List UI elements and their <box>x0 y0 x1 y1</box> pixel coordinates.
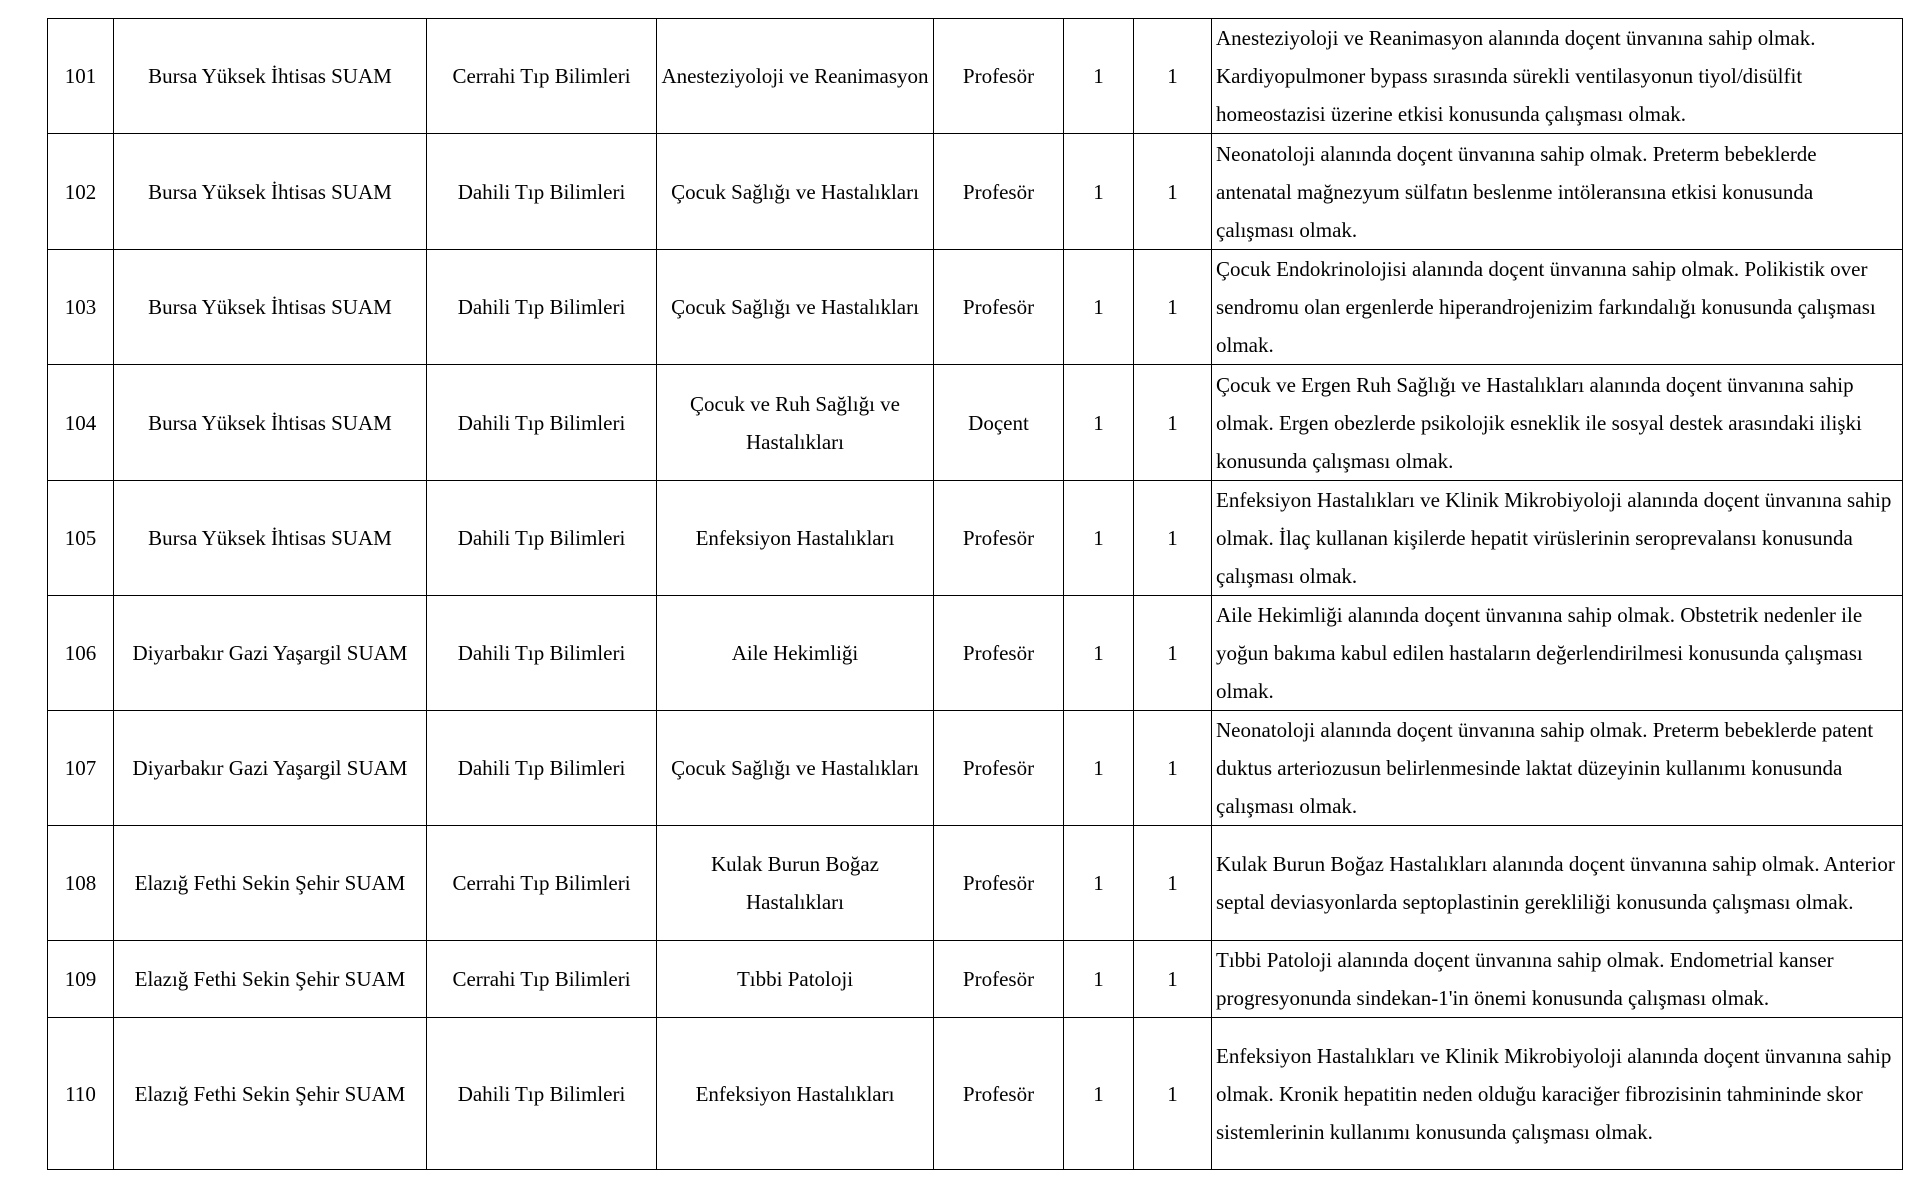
row-number-cell: 108 <box>48 826 114 941</box>
department-cell: Enfeksiyon Hastalıkları <box>657 1018 934 1170</box>
title-cell: Profesör <box>934 481 1064 596</box>
row-number-cell: 101 <box>48 19 114 134</box>
row-number-cell: 103 <box>48 250 114 365</box>
count-b-cell: 1 <box>1134 596 1212 711</box>
count-a-cell: 1 <box>1064 1018 1134 1170</box>
requirement-cell: Çocuk ve Ergen Ruh Sağlığı ve Hastalıkları alanında doçent ünvanına sahip olmak. Ergen obezlerde psikolojik esneklik ile sosyal destek arasındaki ilişki konusunda çalışması olmak. <box>1212 365 1903 481</box>
institution-cell: Diyarbakır Gazi Yaşargil SUAM <box>114 596 427 711</box>
table-row <box>48 250 1903 365</box>
positions-table <box>47 18 1903 1170</box>
table-row <box>48 19 1903 134</box>
count-a-cell: 1 <box>1064 596 1134 711</box>
institution-cell: Elazığ Fethi Sekin Şehir SUAM <box>114 941 427 1018</box>
requirement-cell: Enfeksiyon Hastalıkları ve Klinik Mikrobiyoloji alanında doçent ünvanına sahip olmak. İlaç kullanan kişilerde hepatit virüslerinin seroprevalansı konusunda çalışması olmak. <box>1212 481 1903 596</box>
count-a-cell: 1 <box>1064 711 1134 826</box>
requirement-cell: Anesteziyoloji ve Reanimasyon alanında doçent ünvanına sahip olmak. Kardiyopulmoner bypass sırasında sürekli ventilasyonun tiyol/disülfit homeostazisi üzerine etkisi konusunda çalışması olmak. <box>1212 19 1903 134</box>
table-row <box>48 941 1903 1018</box>
count-b-cell: 1 <box>1134 1018 1212 1170</box>
institution-cell: Bursa Yüksek İhtisas SUAM <box>114 481 427 596</box>
table-row <box>48 481 1903 596</box>
row-number-cell: 105 <box>48 481 114 596</box>
field-cell: Dahili Tıp Bilimleri <box>427 596 657 711</box>
row-number-cell: 107 <box>48 711 114 826</box>
requirement-cell: Neonatoloji alanında doçent ünvanına sahip olmak. Preterm bebeklerde patent duktus arteriozusun belirlenmesinde laktat düzeyinin kullanımı konusunda çalışması olmak. <box>1212 711 1903 826</box>
title-cell: Profesör <box>934 19 1064 134</box>
institution-cell: Bursa Yüksek İhtisas SUAM <box>114 19 427 134</box>
field-cell: Cerrahi Tıp Bilimleri <box>427 941 657 1018</box>
title-cell: Profesör <box>934 134 1064 250</box>
count-b-cell: 1 <box>1134 365 1212 481</box>
count-b-cell: 1 <box>1134 481 1212 596</box>
title-cell: Profesör <box>934 941 1064 1018</box>
table-row <box>48 134 1903 250</box>
row-number-cell: 110 <box>48 1018 114 1170</box>
count-b-cell: 1 <box>1134 711 1212 826</box>
field-cell: Dahili Tıp Bilimleri <box>427 711 657 826</box>
count-a-cell: 1 <box>1064 134 1134 250</box>
row-number-cell: 102 <box>48 134 114 250</box>
count-b-cell: 1 <box>1134 826 1212 941</box>
title-cell: Profesör <box>934 596 1064 711</box>
department-cell: Tıbbi Patoloji <box>657 941 934 1018</box>
field-cell: Dahili Tıp Bilimleri <box>427 365 657 481</box>
count-a-cell: 1 <box>1064 19 1134 134</box>
department-cell: Çocuk Sağlığı ve Hastalıkları <box>657 134 934 250</box>
requirement-cell: Çocuk Endokrinolojisi alanında doçent ünvanına sahip olmak. Polikistik over sendromu olan ergenlerde hiperandrojenizim farkındalığı konusunda çalışması olmak. <box>1212 250 1903 365</box>
table-body <box>48 19 1903 1170</box>
count-a-cell: 1 <box>1064 941 1134 1018</box>
department-cell: Çocuk Sağlığı ve Hastalıkları <box>657 711 934 826</box>
table-row <box>48 596 1903 711</box>
title-cell: Doçent <box>934 365 1064 481</box>
table-row <box>48 1018 1903 1170</box>
table-row <box>48 711 1903 826</box>
row-number-cell: 104 <box>48 365 114 481</box>
field-cell: Cerrahi Tıp Bilimleri <box>427 19 657 134</box>
institution-cell: Bursa Yüksek İhtisas SUAM <box>114 250 427 365</box>
institution-cell: Elazığ Fethi Sekin Şehir SUAM <box>114 826 427 941</box>
department-cell: Enfeksiyon Hastalıkları <box>657 481 934 596</box>
count-b-cell: 1 <box>1134 19 1212 134</box>
department-cell: Kulak Burun Boğaz Hastalıkları <box>657 826 934 941</box>
count-b-cell: 1 <box>1134 941 1212 1018</box>
field-cell: Dahili Tıp Bilimleri <box>427 134 657 250</box>
requirement-cell: Kulak Burun Boğaz Hastalıkları alanında doçent ünvanına sahip olmak. Anterior septal deviasyonlarda septoplastinin gerekliliği konusunda çalışması olmak. <box>1212 826 1903 941</box>
requirement-cell: Aile Hekimliği alanında doçent ünvanına sahip olmak. Obstetrik nedenler ile yoğun bakıma kabul edilen hastaların değerlendirilmesi konusunda çalışması olmak. <box>1212 596 1903 711</box>
count-a-cell: 1 <box>1064 365 1134 481</box>
count-b-cell: 1 <box>1134 134 1212 250</box>
requirement-cell: Tıbbi Patoloji alanında doçent ünvanına sahip olmak. Endometrial kanser progresyonunda sindekan-1'in önemi konusunda çalışması olmak. <box>1212 941 1903 1018</box>
department-cell: Aile Hekimliği <box>657 596 934 711</box>
department-cell: Anesteziyoloji ve Reanimasyon <box>657 19 934 134</box>
title-cell: Profesör <box>934 826 1064 941</box>
department-cell: Çocuk Sağlığı ve Hastalıkları <box>657 250 934 365</box>
institution-cell: Elazığ Fethi Sekin Şehir SUAM <box>114 1018 427 1170</box>
institution-cell: Diyarbakır Gazi Yaşargil SUAM <box>114 711 427 826</box>
table-row <box>48 826 1903 941</box>
field-cell: Dahili Tıp Bilimleri <box>427 250 657 365</box>
count-a-cell: 1 <box>1064 826 1134 941</box>
count-a-cell: 1 <box>1064 481 1134 596</box>
title-cell: Profesör <box>934 711 1064 826</box>
row-number-cell: 109 <box>48 941 114 1018</box>
institution-cell: Bursa Yüksek İhtisas SUAM <box>114 134 427 250</box>
count-a-cell: 1 <box>1064 250 1134 365</box>
count-b-cell: 1 <box>1134 250 1212 365</box>
table-row <box>48 365 1903 481</box>
title-cell: Profesör <box>934 250 1064 365</box>
field-cell: Dahili Tıp Bilimleri <box>427 481 657 596</box>
institution-cell: Bursa Yüksek İhtisas SUAM <box>114 365 427 481</box>
requirement-cell: Enfeksiyon Hastalıkları ve Klinik Mikrobiyoloji alanında doçent ünvanına sahip olmak. Kronik hepatitin neden olduğu karaciğer fibrozisinin tahmininde skor sistemlerinin kullanımı konusunda çalışması olmak. <box>1212 1018 1903 1170</box>
department-cell: Çocuk ve Ruh Sağlığı ve Hastalıkları <box>657 365 934 481</box>
requirement-cell: Neonatoloji alanında doçent ünvanına sahip olmak. Preterm bebeklerde antenatal mağnezyum sülfatın beslenme intöleransına etkisi konusunda çalışması olmak. <box>1212 134 1903 250</box>
field-cell: Cerrahi Tıp Bilimleri <box>427 826 657 941</box>
row-number-cell: 106 <box>48 596 114 711</box>
field-cell: Dahili Tıp Bilimleri <box>427 1018 657 1170</box>
title-cell: Profesör <box>934 1018 1064 1170</box>
